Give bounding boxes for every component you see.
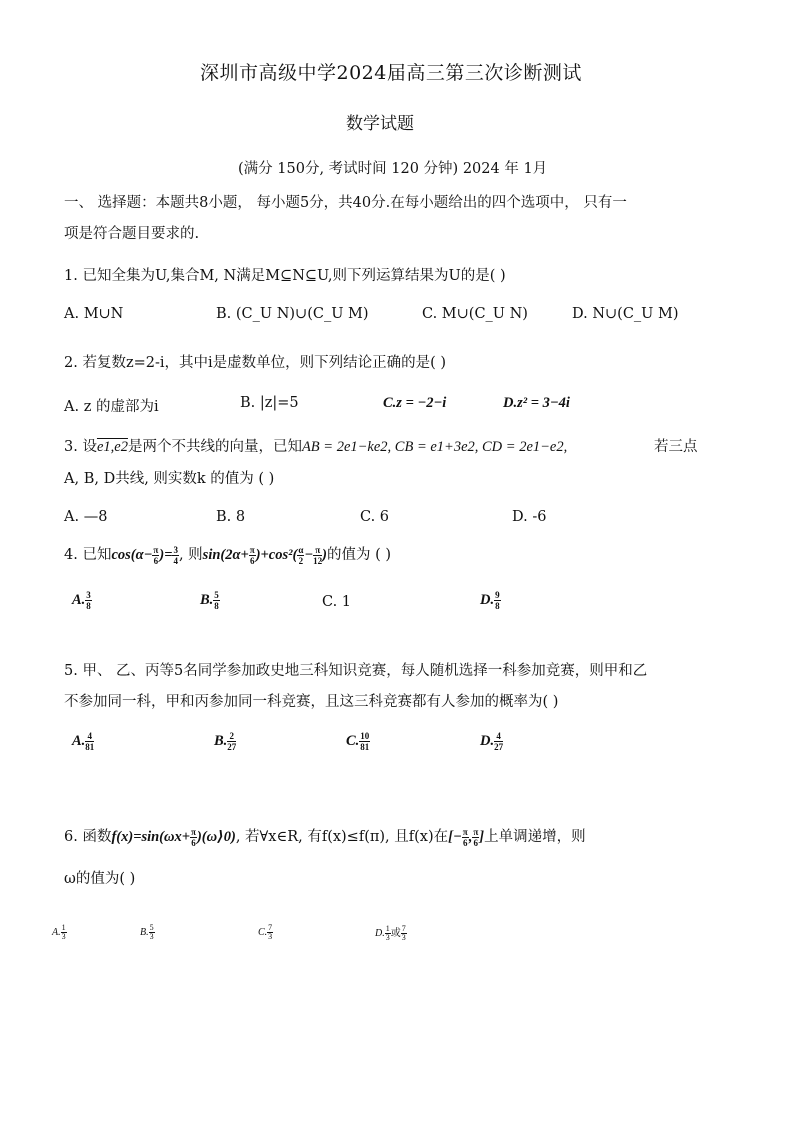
q4-formula-cos: cos(α− $\frac{\pi}{6}$ )= $\frac{3}{4}$ [111,545,178,567]
q3-stem-part1: 3. 设 [64,439,97,455]
paper-subtitle: 数学试题 [346,114,414,134]
q5-option-c: C. $\frac{10}{81}$ [346,731,370,752]
q6-function: f(x)=sin(ωx+ $\frac{\pi}{6}$ )(ω⟩0) [111,827,236,849]
q3-stem-part2: 是两个不共线的向量，已知 [127,439,302,455]
q4-option-d: D. $\frac{9}{8}$ [480,590,500,611]
q5-option-a: A. $\frac{4}{81}$ [72,731,95,752]
q1-option-b: B. (C_U N)∪(C_U M) [216,306,369,322]
q6-option-a: A. $\frac{1}{3}$ [52,923,66,941]
q6-stem [64,825,586,848]
q4-option-a: A. $\frac{3}{8}$ [72,590,91,611]
q1-option-a: A. M∪N [64,306,124,322]
q6-stem-suffix: 上单调递增，则 [484,829,586,845]
q6-stem-line2: ω的值为( ) [64,871,136,887]
q6-option-c: C. $\frac{7}{3}$ [258,923,273,941]
q3-stem [64,435,567,456]
paper-title: 深圳市高级中学2024届高三第三次诊断测试 [200,62,582,84]
q4-stem [64,543,391,566]
q3-option-c: C. 6 [360,509,390,525]
q4-option-c: C. 1 [322,594,352,610]
q1-stem: 1. 已知全集为U,集合M, N满足M⊆N⊆U,则下列运算结果为U的是( ) [64,268,506,284]
q3-conditions: AB = 2e1−ke2, CB = e1+3e2, CD = 2e1−e2, [301,439,568,455]
q2-option-c: C.z = −2−i [383,395,447,411]
q6-option-d: D. $\frac{1}{3}$ 或 $\frac{7}{3}$ [375,924,406,943]
q5-option-b: B. $\frac{2}{27}$ [214,731,237,752]
q2-option-d: D.z² = 3−4i [503,395,570,411]
q3-option-a: A. —8 [64,509,108,525]
q6-interval: [− $\frac{\pi}{6}$ , $\frac{\pi}{6}$ ] [448,827,485,849]
q3-vectors: e1,e2 [96,439,128,455]
q2-option-a: A. z 的虚部为i [64,399,159,415]
q5-option-d: D. $\frac{4}{27}$ [480,731,504,752]
q1-option-c: C. M∪(C_U N) [422,306,528,322]
q4-stem-prefix: 4. 已知 [64,547,112,563]
q3-stem-part3: 若三点 [654,439,698,455]
q6-option-b: B. $\frac{5}{3}$ [140,923,154,941]
q2-option-b: B. |z|=5 [240,395,299,411]
q2-stem: 2. 若复数z=2-i，其中i是虚数单位，则下列结论正确的是( ) [64,355,447,371]
q4-stem-mid: , 则 [178,547,203,563]
q5-stem-line2: 不参加同一科，甲和丙参加同一科竞赛，且这三科竞赛都有人参加的概率为( ) [64,694,559,710]
q3-option-b: B. 8 [216,509,246,525]
q4-formula-expression: sin(2α+ $\frac{\pi}{6}$ )+cos²( $\frac{\alpha}{2}$ − $\frac{\pi}{12}$ ) [202,545,327,567]
q4-option-b: B. $\frac{5}{8}$ [200,590,219,611]
q1-option-d: D. N∪(C_U M) [572,306,679,322]
section-instruction-line2: 项是符合题目要求的. [64,226,200,242]
q6-stem-mid: , 若∀x∈R, 有f(x)≤f(π), 且f(x)在 [235,829,449,845]
q4-stem-suffix: 的值为 ( ) [327,547,392,563]
q3-stem-line2: A, B, D共线, 则实数k 的值为 ( ) [64,471,275,487]
q5-stem-line1: 5. 甲、 乙、丙等5名同学参加政史地三科知识竞赛，每人随机选择一科参加竞赛，则甲和乙 [64,663,648,679]
q3-option-d: D. -6 [512,509,547,525]
q6-stem-prefix: 6. 函数 [64,829,112,845]
exam-info: (满分 150分, 考试时间 120 分钟) 2024 年 1月 [238,161,548,177]
section-instruction-line1: 一、 选择题：本题共8小题， 每小题5分，共40分.在每小题给出的四个选项中， 只有一 [64,195,627,211]
